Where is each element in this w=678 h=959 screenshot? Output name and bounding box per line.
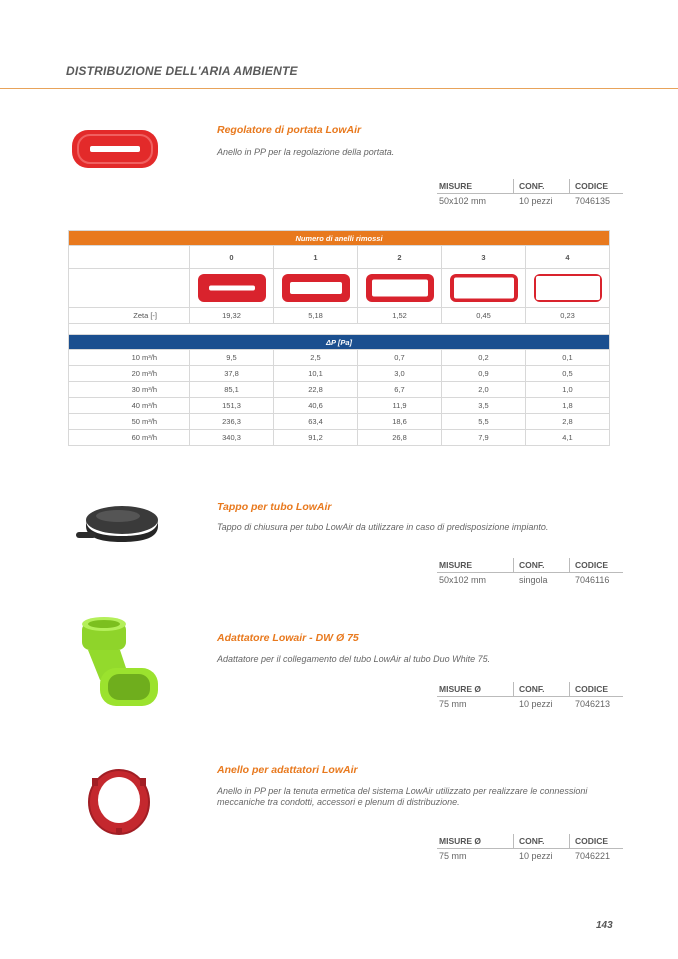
table-cell: 0,9: [442, 366, 526, 382]
spec-misure: 50x102 mm: [439, 575, 487, 585]
table-cell: 340,3: [190, 430, 274, 446]
product-title: Regolatore di portata LowAir: [217, 124, 362, 136]
ring-count: 0: [190, 246, 274, 269]
table-cell: 26,8: [358, 430, 442, 446]
spec-header-conf: CONF.: [513, 834, 569, 848]
ring-2-removed-icon: [366, 274, 434, 302]
zeta-value: 0,23: [526, 308, 610, 324]
table-row: [69, 398, 610, 414]
table-cell: 7,9: [442, 430, 526, 446]
ring-image-cell: [190, 269, 274, 308]
spec-codice: 7046116: [575, 575, 610, 585]
pressure-loss-table: [68, 230, 610, 446]
table-cell: 0,5: [526, 366, 610, 382]
spec-table: [437, 834, 623, 864]
product-title: Anello per adattatori LowAir: [217, 764, 358, 776]
adapter-ring-image: [84, 766, 154, 838]
spec-header-codice: CODICE: [569, 682, 623, 696]
table-cell: 5,5: [442, 414, 526, 430]
spec-header-misure-diam: MISURE Ø: [439, 684, 482, 694]
table-cell: 11,9: [358, 398, 442, 414]
spec-table: [437, 179, 623, 209]
spec-codice: 7046213: [575, 699, 611, 709]
product-description: Tappo di chiusura per tubo LowAir da utilizzare in caso di predisposizione impianto.: [217, 522, 549, 532]
zeta-label: Zeta [-]: [69, 308, 190, 324]
table-cell: 10,1: [274, 366, 358, 382]
flow-label: 60 m³/h: [69, 430, 190, 446]
table-cell: 0,7: [358, 350, 442, 366]
spec-table: [437, 558, 623, 588]
spec-conf: singola: [519, 575, 548, 585]
spacer-row: [69, 324, 610, 335]
ring-1-removed-icon: [282, 274, 350, 302]
adapter-image: [76, 614, 166, 714]
ring-3-removed-icon: [450, 274, 518, 302]
spec-header-misure: MISURE: [439, 560, 473, 570]
table-cell: 37,8: [190, 366, 274, 382]
zeta-value: 0,45: [442, 308, 526, 324]
table-cell: 85,1: [190, 382, 274, 398]
table-cell: 2,5: [274, 350, 358, 366]
spec-conf: 10 pezzi: [519, 851, 553, 861]
table-cell: 236,3: [190, 414, 274, 430]
ring-count: 3: [442, 246, 526, 269]
zeta-value: 5,18: [274, 308, 358, 324]
table-cell: 22,8: [274, 382, 358, 398]
spec-misure: 75 mm: [439, 851, 467, 861]
table-cell: 3,0: [358, 366, 442, 382]
table-cell: 6,7: [358, 382, 442, 398]
zeta-value: 1,52: [358, 308, 442, 324]
table-row: [69, 350, 610, 366]
table-row: [69, 382, 610, 398]
flow-label: 20 m³/h: [69, 366, 190, 382]
header-divider: [0, 88, 678, 89]
ring-image-cell: [442, 269, 526, 308]
page-header-title: DISTRIBUZIONE DELL'ARIA AMBIENTE: [66, 64, 298, 78]
ring-count: 1: [274, 246, 358, 269]
flow-label: 30 m³/h: [69, 382, 190, 398]
ring-image-cell: [526, 269, 610, 308]
ring-0-removed-icon: [198, 274, 266, 302]
spec-misure: 75 mm: [439, 699, 467, 709]
table-cell: 18,6: [358, 414, 442, 430]
table-row: [69, 430, 610, 446]
blank-cell: [69, 246, 190, 269]
table-cell: 151,3: [190, 398, 274, 414]
table-cell: 4,1: [526, 430, 610, 446]
zeta-value: 19,32: [190, 308, 274, 324]
table-cell: 9,5: [190, 350, 274, 366]
spec-codice: 7046221: [575, 851, 611, 861]
table-cell: 91,2: [274, 430, 358, 446]
product-title: Adattatore Lowair - DW Ø 75: [217, 632, 359, 644]
spec-table: [437, 682, 623, 712]
table-row: [69, 366, 610, 382]
product-description: Adattatore per il collegamento del tubo LowAir al tubo Duo White 75.: [217, 654, 491, 664]
table-cell: 0,2: [442, 350, 526, 366]
flow-label: 50 m³/h: [69, 414, 190, 430]
flow-label: 40 m³/h: [69, 398, 190, 414]
table-cell: 0,1: [526, 350, 610, 366]
pipe-cap-image: [72, 500, 164, 550]
spec-header-codice: CODICE: [569, 834, 623, 848]
rings-removed-header: Numero di anelli rimossi: [69, 231, 610, 246]
spec-misure: 50x102 mm: [439, 196, 487, 206]
spec-header-codice: CODICE: [569, 558, 623, 572]
spec-header-conf: CONF.: [513, 682, 569, 696]
spec-header-conf: CONF.: [513, 179, 569, 193]
delta-p-header: ΔP [Pa]: [69, 335, 610, 350]
product-description: Anello in PP per la tenuta ermetica del sistema LowAir utilizzato per realizzare le connessioni meccaniche tra condotti, accessori e plenum di distribuzione.: [217, 786, 588, 807]
flow-regulator-image: [70, 126, 162, 172]
page-number: 143: [596, 920, 613, 931]
table-cell: 40,6: [274, 398, 358, 414]
table-cell: 3,5: [442, 398, 526, 414]
table-cell: 1,0: [526, 382, 610, 398]
ring-count: 4: [526, 246, 610, 269]
table-cell: 2,8: [526, 414, 610, 430]
spec-header-misure-diam: MISURE Ø: [439, 836, 482, 846]
table-cell: 1,8: [526, 398, 610, 414]
ring-image-cell: [358, 269, 442, 308]
ring-image-cell: [274, 269, 358, 308]
spec-header-misure: MISURE: [439, 181, 473, 191]
flow-label: 10 m³/h: [69, 350, 190, 366]
blank-cell: [69, 269, 190, 308]
spec-header-conf: CONF.: [513, 558, 569, 572]
table-row: [69, 414, 610, 430]
table-cell: 2,0: [442, 382, 526, 398]
spec-codice: 7046135: [575, 196, 611, 206]
product-description: Anello in PP per la regolazione della portata.: [217, 147, 395, 157]
spec-header-codice: CODICE: [569, 179, 623, 193]
ring-count: 2: [358, 246, 442, 269]
ring-4-removed-icon: [534, 274, 602, 302]
table-cell: 63,4: [274, 414, 358, 430]
spec-conf: 10 pezzi: [519, 196, 553, 206]
spec-conf: 10 pezzi: [519, 699, 553, 709]
product-title: Tappo per tubo LowAir: [217, 501, 332, 513]
